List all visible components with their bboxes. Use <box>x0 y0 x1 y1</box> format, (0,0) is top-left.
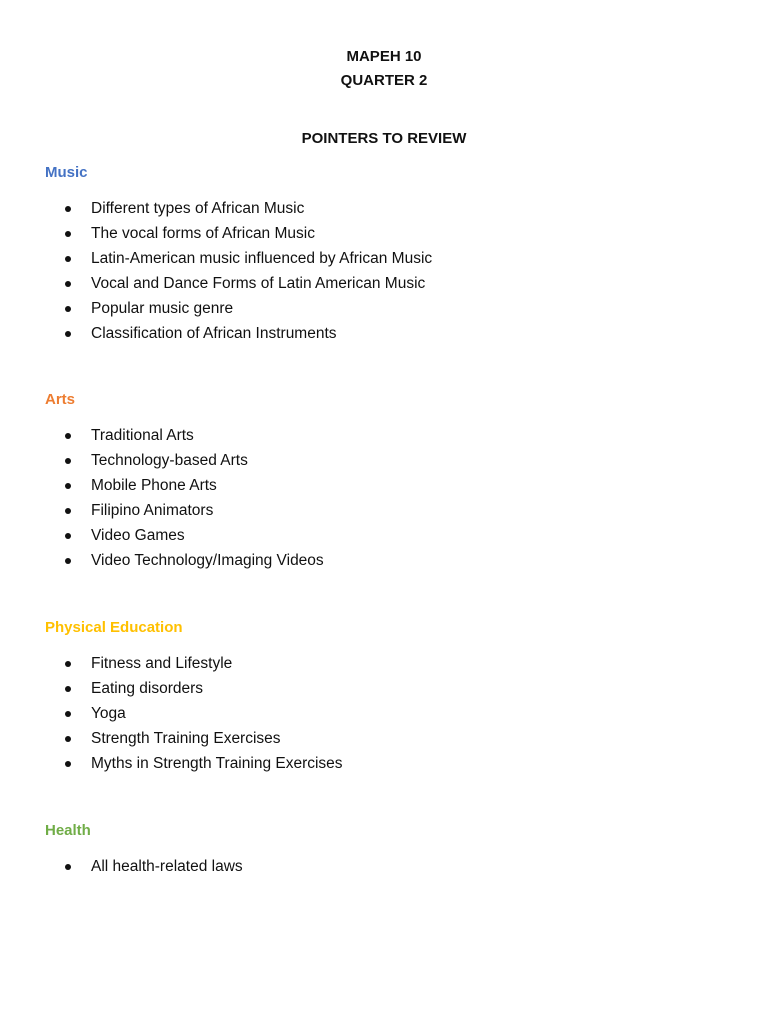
section-music <box>45 162 725 346</box>
list-item-text: Traditional Arts <box>91 427 194 444</box>
section-heading-arts: Arts <box>45 391 76 408</box>
bullet-icon <box>65 761 71 767</box>
list-item-text: Filipino Animators <box>91 501 214 519</box>
list-item <box>45 297 725 322</box>
list-item <box>45 272 725 297</box>
document-subtitle-quarter: QUARTER 2 <box>340 72 428 89</box>
bullet-icon <box>65 533 71 539</box>
bullet-icon <box>65 306 71 312</box>
list-item-text: Yoga <box>91 704 126 722</box>
list-item-text: Eating disorders <box>91 679 204 697</box>
list-item <box>45 322 725 347</box>
list-item <box>45 247 725 272</box>
list-item-text: Technology-based Arts <box>91 451 248 469</box>
section-heading-music: Music <box>45 164 88 181</box>
list-item <box>45 727 725 752</box>
bullet-icon <box>65 864 71 870</box>
list-item-text: The vocal forms of African Music <box>91 224 315 242</box>
list-item-text: Video Technology/Imaging Videos <box>91 551 324 569</box>
list-music <box>45 197 725 346</box>
list-item <box>45 702 725 727</box>
list-item <box>45 549 725 574</box>
list-item-text: Fitness and Lifestyle <box>91 655 233 672</box>
list-item <box>45 474 725 499</box>
list-item-text: Myths in Strength Training Exercises <box>91 754 343 772</box>
list-item-text: Different types of African Music <box>91 200 305 217</box>
section-physical-education <box>45 617 725 777</box>
list-item-text: Classification of African Instruments <box>91 324 337 342</box>
list-item <box>45 752 725 777</box>
list-item-text: Strength Training Exercises <box>91 729 281 747</box>
bullet-icon <box>65 206 71 212</box>
list-item <box>45 855 725 880</box>
list-arts <box>45 424 725 573</box>
bullet-icon <box>65 661 71 667</box>
list-item <box>45 652 725 677</box>
bullet-icon <box>65 686 71 692</box>
list-item-text: Vocal and Dance Forms of Latin American Music <box>91 274 426 292</box>
bullet-icon <box>65 331 71 337</box>
bullet-icon <box>65 256 71 262</box>
bullet-icon <box>65 433 71 439</box>
list-item <box>45 222 725 247</box>
bullet-icon <box>65 736 71 742</box>
list-health <box>45 855 725 880</box>
section-arts <box>45 389 725 573</box>
list-item-text: Popular music genre <box>91 299 234 317</box>
list-item <box>45 524 725 549</box>
list-item-text: Mobile Phone Arts <box>91 476 217 494</box>
bullet-icon <box>65 508 71 514</box>
list-item <box>45 424 725 449</box>
bullet-icon <box>65 231 71 237</box>
list-item-text: Latin-American music influenced by African Music <box>91 249 433 267</box>
list-physical-education <box>45 652 725 777</box>
list-item <box>45 677 725 702</box>
review-heading: POINTERS TO REVIEW <box>301 130 467 147</box>
bullet-icon <box>65 281 71 287</box>
list-item <box>45 449 725 474</box>
bullet-icon <box>65 558 71 564</box>
list-item-text: All health-related laws <box>91 858 243 875</box>
bullet-icon <box>65 458 71 464</box>
list-item <box>45 197 725 222</box>
bullet-icon <box>65 711 71 717</box>
bullet-icon <box>65 483 71 489</box>
list-item <box>45 499 725 524</box>
section-heading-health: Health <box>45 822 91 839</box>
section-health <box>45 820 725 880</box>
list-item-text: Video Games <box>91 526 185 544</box>
section-heading-physical-education: Physical Education <box>45 619 183 636</box>
document-title: MAPEH 10 <box>346 48 422 65</box>
